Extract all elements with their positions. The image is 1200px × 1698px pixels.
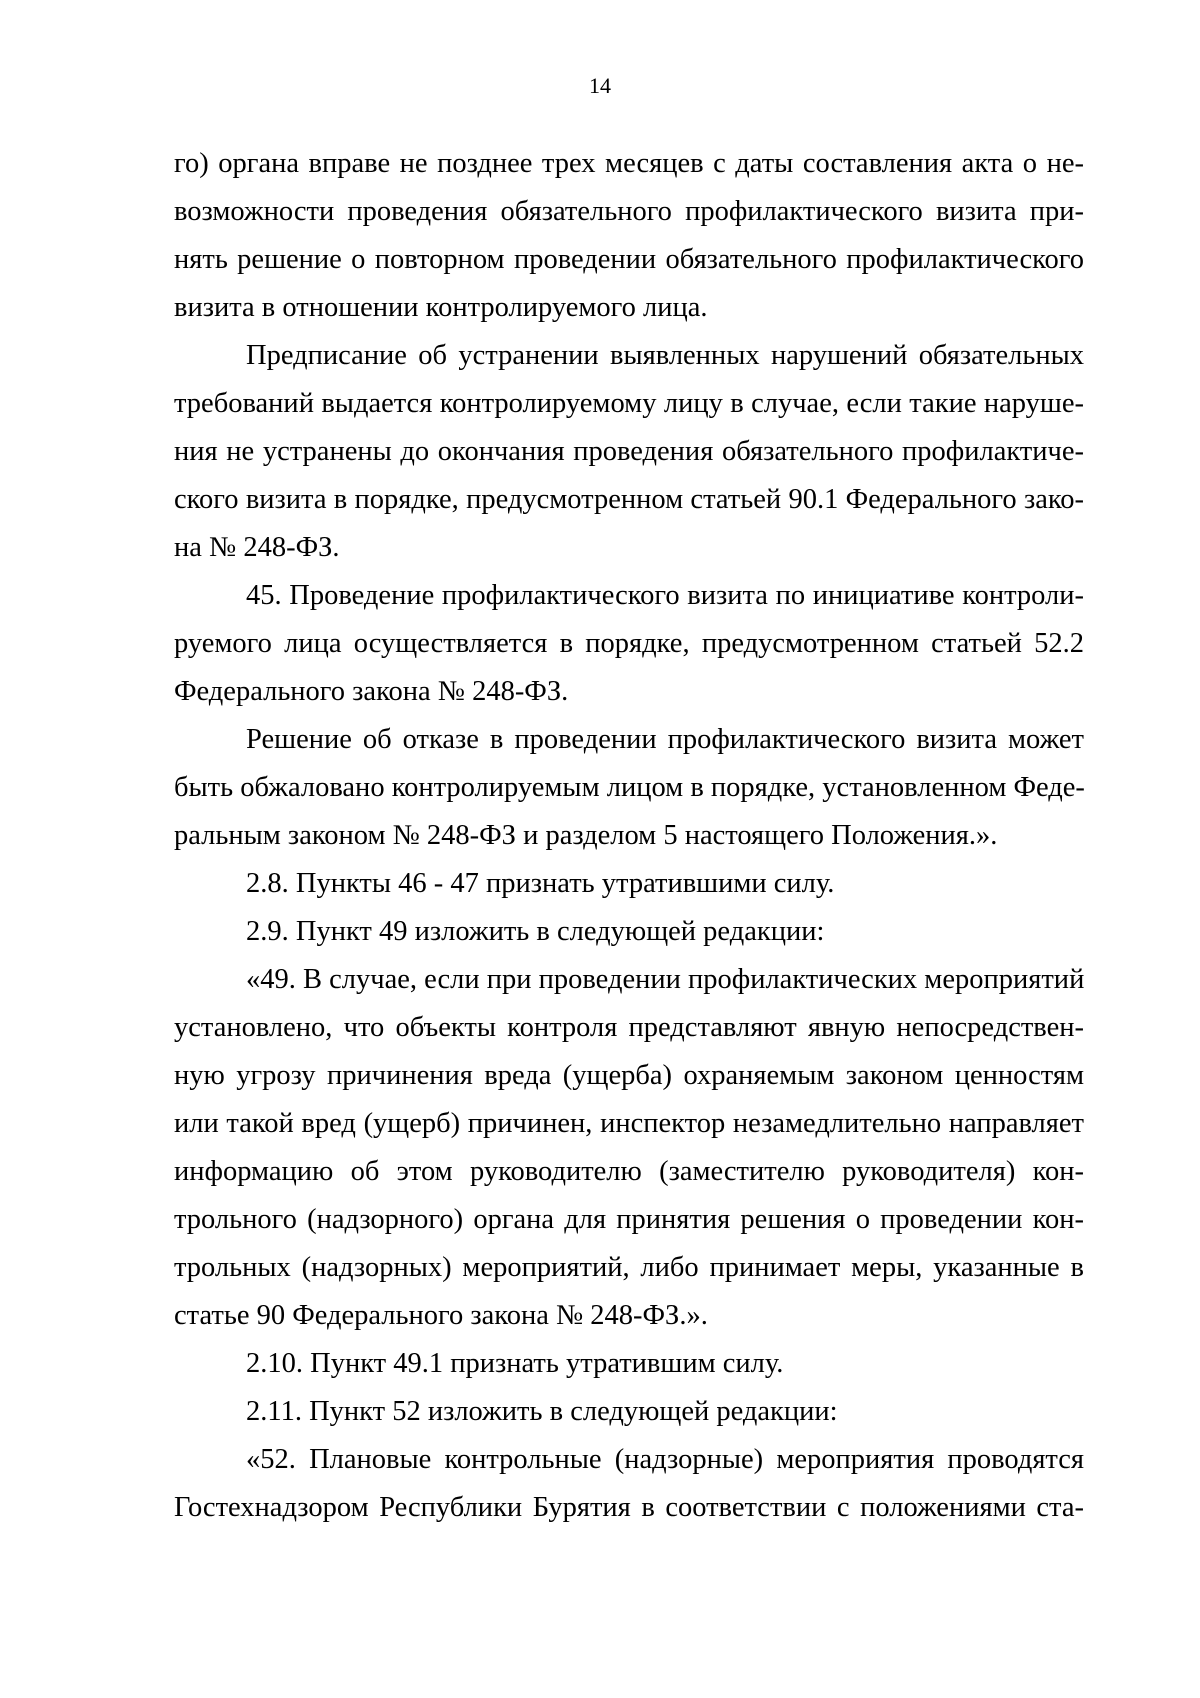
text-line: ральным законом № 248-ФЗ и разделом 5 настоящего Положения.».: [174, 820, 998, 851]
text-line: установлено, что объекты контроля представляют явную непосредствен-: [174, 1012, 1084, 1043]
text-line: руемого лица осуществляется в порядке, предусмотренном статьей 52.2: [174, 628, 1084, 659]
text-line: ния не устранены до окончания проведения обязательного профилактиче-: [174, 436, 1084, 467]
text-line: 2.11. Пункт 52 изложить в следующей редакции:: [246, 1396, 838, 1427]
text-line: визита в отношении контролируемого лица.: [174, 292, 708, 323]
text-line: го) органа вправе не позднее трех месяцев с даты составления акта о не-: [174, 148, 1084, 179]
paragraph: [174, 1388, 1084, 1436]
text-line: Федерального закона № 248-ФЗ.: [174, 676, 569, 707]
text-line: Предписание об устранении выявленных нарушений обязательных: [246, 340, 1084, 371]
text-line: быть обжаловано контролируемым лицом в порядке, установленном Феде-: [174, 772, 1085, 803]
paragraph: [174, 860, 1084, 908]
text-line: статье 90 Федерального закона № 248-ФЗ.».: [174, 1300, 708, 1331]
paragraph: [174, 1436, 1084, 1532]
text-line: трольного (надзорного) органа для принятия решения о проведении кон-: [174, 1204, 1084, 1235]
text-line: трольных (надзорных) мероприятий, либо принимает меры, указанные в: [174, 1252, 1084, 1283]
paragraph: [174, 908, 1084, 956]
text-line: информацию об этом руководителю (заместителю руководителя) кон-: [174, 1156, 1084, 1187]
text-line: возможности проведения обязательного профилактического визита при-: [174, 196, 1084, 227]
paragraph: [174, 1340, 1084, 1388]
text-line: Гостехнадзором Республики Бурятия в соответствии с положениями ста-: [174, 1492, 1084, 1523]
text-line: 2.8. Пункты 46 - 47 признать утратившими силу.: [246, 868, 835, 899]
text-line: или такой вред (ущерб) причинен, инспектор незамедлительно направляет: [174, 1108, 1084, 1139]
page-number: 14: [589, 73, 611, 98]
paragraph: [174, 140, 1084, 332]
paragraph: [174, 572, 1084, 716]
text-line: ского визита в порядке, предусмотренном статьей 90.1 Федерального зако-: [174, 484, 1084, 515]
text-line: Решение об отказе в проведении профилактического визита может: [246, 724, 1084, 755]
text-line: требований выдается контролируемому лицу в случае, если такие наруше-: [174, 388, 1084, 419]
paragraph: [174, 956, 1084, 1340]
text-line: 45. Проведение профилактического визита по инициативе контроли-: [246, 580, 1084, 611]
text-line: на № 248-ФЗ.: [174, 532, 340, 563]
document-body: [174, 140, 1084, 1532]
paragraph: [174, 716, 1084, 860]
paragraph: [174, 332, 1084, 572]
text-line: «49. В случае, если при проведении профилактических мероприятий: [246, 964, 1085, 995]
text-line: «52. Плановые контрольные (надзорные) мероприятия проводятся: [246, 1444, 1084, 1475]
text-line: нять решение о повторном проведении обязательного профилактического: [174, 244, 1084, 275]
text-line: 2.9. Пункт 49 изложить в следующей редакции:: [246, 916, 825, 947]
text-line: 2.10. Пункт 49.1 признать утратившим силу.: [246, 1348, 784, 1379]
text-line: ную угрозу причинения вреда (ущерба) охраняемым законом ценностям: [174, 1060, 1084, 1091]
